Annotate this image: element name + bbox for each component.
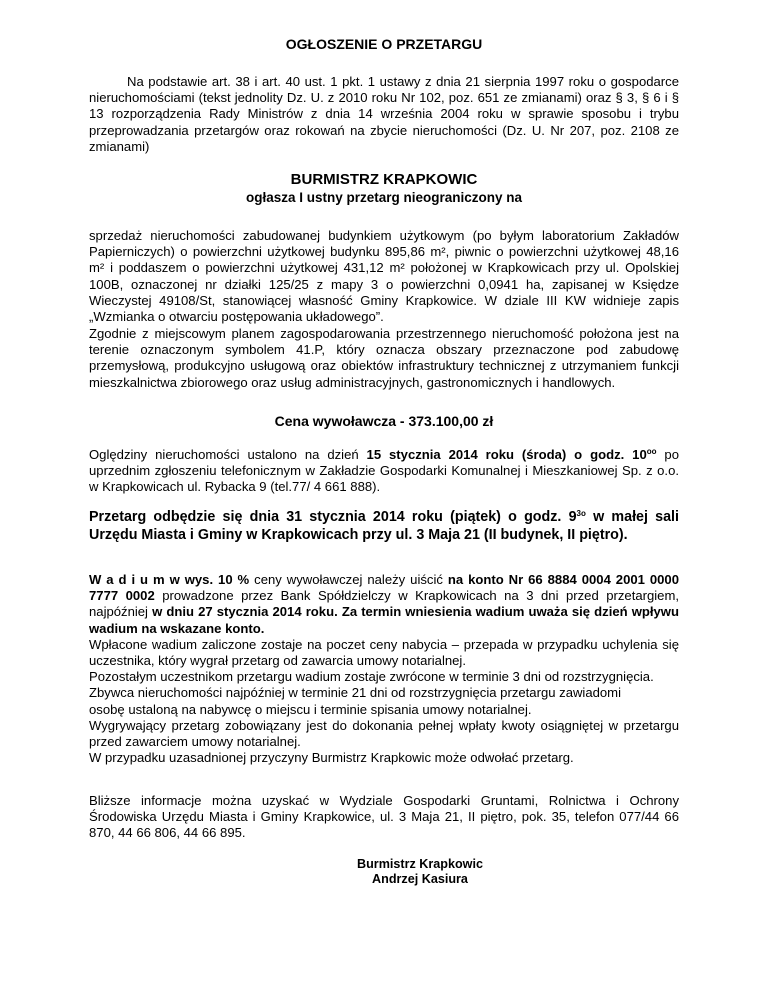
property-description: sprzedaż nieruchomości zabudowanej budynkiem użytkowym (po byłym laboratorium Zakładów Papierniczych) o powierzchni użytkowej budynku 895,86 m², piwnic o powierzchni użytkowej 48,16 m² i poddaszem o powierzchni użytkowej 431,12 m² położonej w Krapkowicach przy ul. Opolskiej 100B, oznaczonej nr działki 125/25 z mapy 3 o powierzchni 0,0941 ha, zapisanej w Księdze Wieczystej 49108/St, stanowiącej własność Gminy Krapkowice. W dziale III KW widnieje zapis „Wzmianka o otwarciu postępowania układowego”. [89, 228, 679, 325]
deposit-forfeit-rule: Wpłacone wadium zaliczone zostaje na poczet ceny nabycia – przepada w przypadku uchylenia się uczestnika, który wygrał przetarg od zawarcia umowy notarialnej. [89, 636, 679, 669]
auction-hour-superscript: 3o [576, 509, 586, 518]
bank-account: na konto Nr 66 8884 0004 2001 0000 7777 0002 [89, 572, 679, 604]
contact-information: Bliższe informacje można uzyskać w Wydziale Gospodarki Gruntami, Rolnictwa i Ochrony Środowiska Urzędu Miasta i Gminy Krapkowice, ul. 3 Maja 21, II piętro, pok. 35, telefon 077/44 66 870, 44 66 806, 44 66 895. [89, 793, 679, 841]
notification-rule: Zbywca nieruchomości najpóźniej w terminie 21 dni od rozstrzygnięcia przetargu zawiadomi osobę ustaloną na nabywcę o miejscu i terminie spisania umowy notarialnej. [89, 685, 621, 717]
viewing-hour-superscript: oo [646, 447, 657, 456]
viewing-text-after: po uprzednim zgłoszeniu telefonicznym w Zakładzie Gospodarki Komunalnej i Mieszkaniowej Sp. z o.o. w Krapkowicach ul. Rybacka 9 (tel.77/ 4 661 888). [89, 447, 680, 495]
zoning-paragraph: Zgodnie z miejscowym planem zagospodarowania przestrzennego nieruchomość położona jest na terenie oznaczonym symbolem 41.P, który oznacza obszary przeznaczone pod zabudowę przemysłową, produkcyjno usługową oraz obiektów infrastruktury technicznej z utrzymaniem funkcji mieszkalnictwa zbiorowego oraz usług administracyjnych, gastronomicznych i handlowych. [89, 326, 679, 390]
viewing-date: 15 stycznia 2014 roku (środa) o godz. $10^{oo}$ [366, 447, 657, 462]
deposit-return-rule: Pozostałym uczestnikom przetargu wadium zostaje zwrócone w terminie 3 dni od rozstrzygnięcia. [89, 669, 654, 685]
legal-basis-paragraph: Na podstawie art. 38 i art. 40 ust. 1 pkt. 1 ustawy z dnia 21 sierpnia 1997 roku o gospodarce nieruchomościami (tekst jednolity Dz. U. z 2010 roku Nr 102, poz. 651 ze zmianami) oraz § 3, § 6 i § 13 rozporządzenia Rady Ministrów z dnia 14 września 2004 roku w sprawie sposobu i trybu przeprowadzania przetargów oraz rokowań na zbycie nieruchomości (Dz. U. Nr 207, poz. 2108 ze zmianami) [89, 74, 679, 154]
cancellation-clause: W przypadku uzasadnionej przyczyny Burmistrz Krapkowic może odwołać przetarg. [89, 750, 574, 766]
viewing-paragraph [89, 447, 679, 496]
auction-text-before: Przetarg odbędzie się dnia 31 stycznia 2014 roku (piątek) o godz. 9 [89, 509, 577, 525]
authority-heading: BURMISTRZ KRAPKOWIC [290, 171, 478, 188]
payment-obligation: Wygrywający przetarg zobowiązany jest do dokonania pełnej wpłaty kwoty osiągniętej w przetargu przed zawarciem umowy notarialnej. [89, 717, 679, 750]
auction-text-after: w małej sali Urzędu Miasta i Gminy w Krapkowicach przy ul. 3 Maja 21 (II budynek, II piętro). [89, 509, 680, 543]
starting-price: Cena wywoławcza - 373.100,00 zł [274, 413, 494, 429]
auction-date-paragraph [89, 509, 679, 544]
deposit-section [89, 572, 679, 766]
signatory-role: Burmistrz Krapkowic [357, 857, 483, 871]
deposit-terms: W a d i u m w wys. 10 % ceny wywoławczej należy uiścić na konto Nr 66 8884 0004 2001 0000 7777 0002 prowadzone przez Bank Spółdzielczy w Krapkowicach na 3 dni przed przetargiem, najpóźniej w dniu 27 stycznia 2014 roku. Za termin wniesienia wadium uważa się dzień wpływu wadium na wskazane konto. [89, 572, 679, 636]
signatory-name: Andrzej Kasiura [372, 872, 468, 886]
document-title: OGŁOSZENIE O PRZETARGU [285, 36, 483, 52]
viewing-text-before: Oględziny nieruchomości ustalono na dzień [89, 447, 367, 462]
signature-block [300, 857, 540, 887]
announcement-subheading: ogłasza I ustny przetarg nieograniczony na [245, 190, 523, 205]
deposit-deadline: w dniu 27 stycznia 2014 roku. Za termin wniesienia wadium uważa się dzień wpływu wadium na wskazane konto. [89, 604, 679, 636]
deposit-amount: W a d i u m w wys. 10 % [89, 572, 250, 587]
